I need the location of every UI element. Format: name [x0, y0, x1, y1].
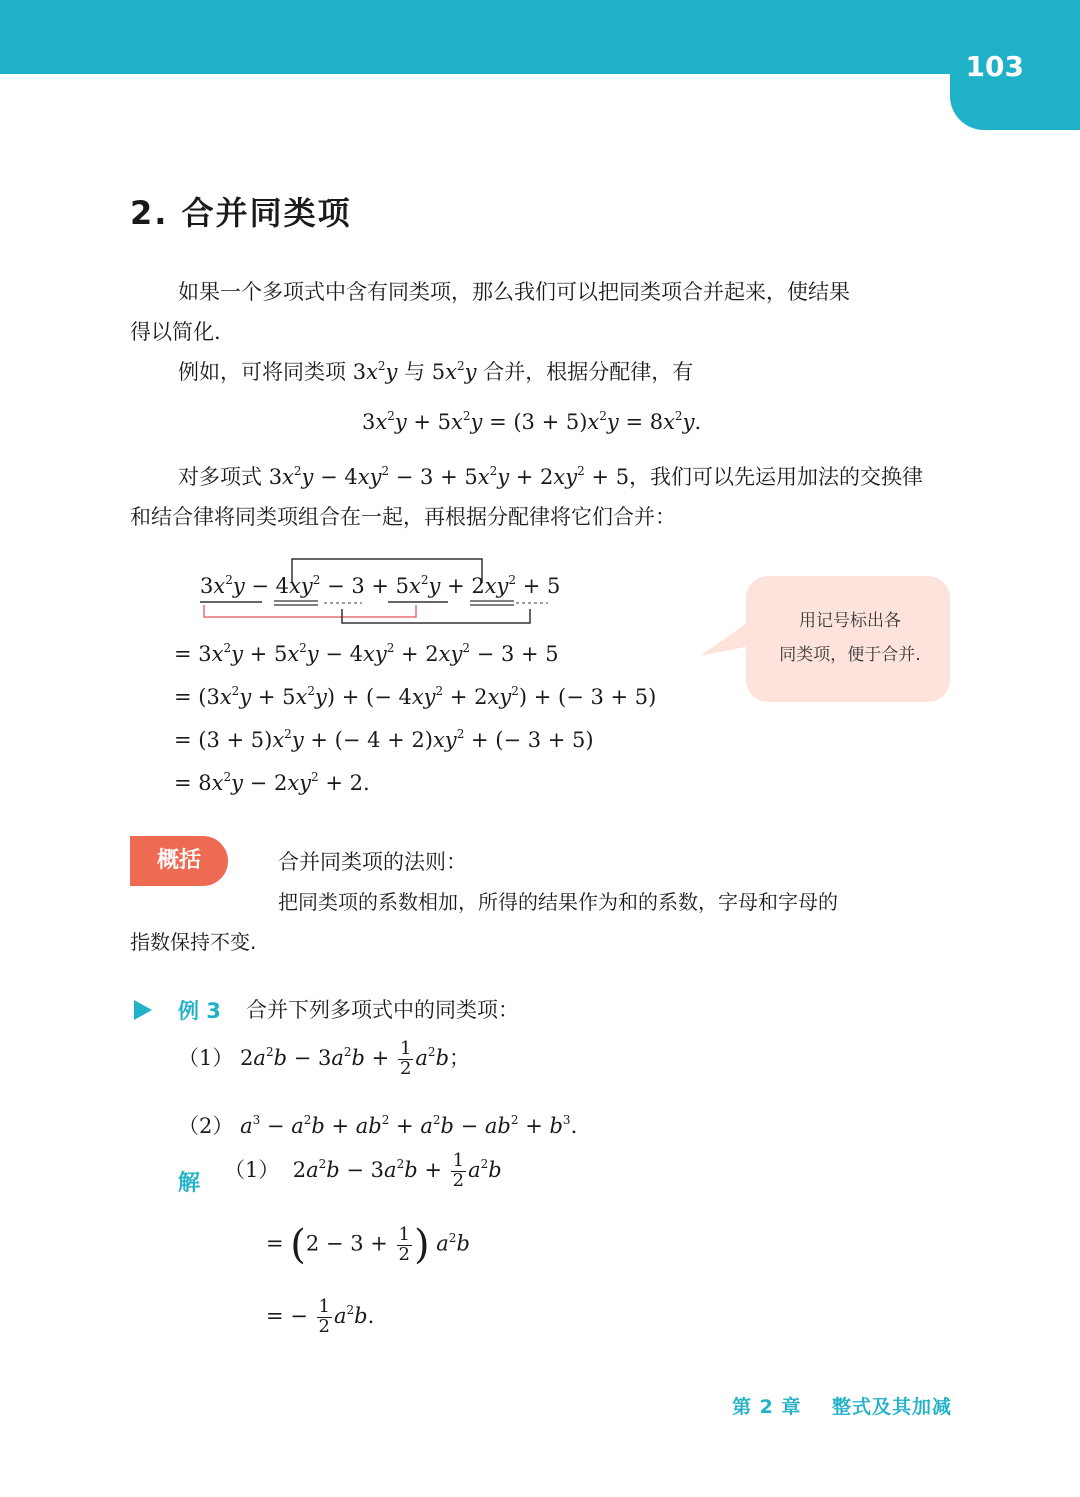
paragraph-1-cont: 得以简化.: [130, 320, 221, 344]
example-3-label: 例 3: [178, 999, 221, 1023]
rule-line-2: 指数保持不变.: [130, 930, 257, 954]
solution-line-2: = (2 − 3 + $\frac{1}{2}$ ) $a^2b$: [266, 1222, 470, 1268]
step-2: = $(3x^2y + 5x^2y)$ + (− $4xy^2 + 2xy^2$) + (− 3 + 5): [174, 684, 657, 709]
top-header-bar: [0, 0, 1080, 74]
solution-label: 解: [178, 1171, 201, 1196]
rule-title: 合并同类项的法则：: [278, 850, 467, 874]
problem-1: （1） $2a^2b - 3a^2b$ + $\frac{1}{2}$ $a^2b$；: [178, 1038, 471, 1079]
solution-line-3: = − $\frac{1}{2}$ $a^2b$.: [266, 1296, 375, 1337]
distributive-equation: $3x^2y + 5x^2y = (3 + 5)x^2y = 8x^2y$.: [362, 409, 702, 434]
example-3-text: 合并下列多项式中的同类项：: [246, 998, 519, 1022]
bracket-x2y-terms: [204, 605, 416, 617]
paragraph-2-cont: 和结合律将同类项组合在一起，再根据分配律将它们合并：: [130, 505, 676, 529]
rule-line-1: 把同类项的系数相加，所得的结果作为和的系数，字母和字母的: [278, 890, 838, 914]
step-3: = $(3 + 5)x^2y$ + (− $4 + 2)xy^2$ + (− 3 + 5): [174, 727, 594, 752]
section-title: 2. 合并同类项: [130, 194, 352, 232]
tip-bubble-text: 用记号标出各 同类项，便于合并.: [779, 611, 921, 665]
chapter-footer: 第 2 章 整式及其加减: [732, 1396, 952, 1418]
play-triangle-icon: [134, 1000, 152, 1020]
paragraph-1: 如果一个多项式中含有同类项，那么我们可以把同类项合并起来，使结果: [178, 280, 850, 304]
step-1: = $3x^2y + 5x^2y - 4xy^2 + 2xy^2 - 3 + 5$: [174, 641, 559, 666]
paragraph-2: 对多项式 $3x^2y - 4xy^2 - 3 + 5x^2y + 2xy^2 + 5$，我们可以先运用加法的交换律: [178, 464, 924, 489]
step-4: = $8x^2y - 2xy^2 + 2$.: [174, 770, 370, 795]
page-number: 103: [965, 50, 1024, 83]
summary-badge: 概括: [130, 836, 228, 886]
problem-2: （2） $a^3 - a^2b + ab^2 + a^2b - ab^2 + b^3$.: [178, 1113, 578, 1138]
marked-polynomial: $3x^2y - 4xy^2 - 3 + 5x^2y + 2xy^2 + 5$: [200, 573, 561, 598]
solution-line-1: （1） $2a^2b - 3a^2b$ + $\frac{1}{2}$ $a^2b$: [224, 1150, 502, 1191]
bracket-constants: [342, 609, 530, 623]
example-intro: 例如，可将同类项 $3x^2y$ 与 $5x^2y$ 合并，根据分配律，有: [178, 359, 694, 384]
